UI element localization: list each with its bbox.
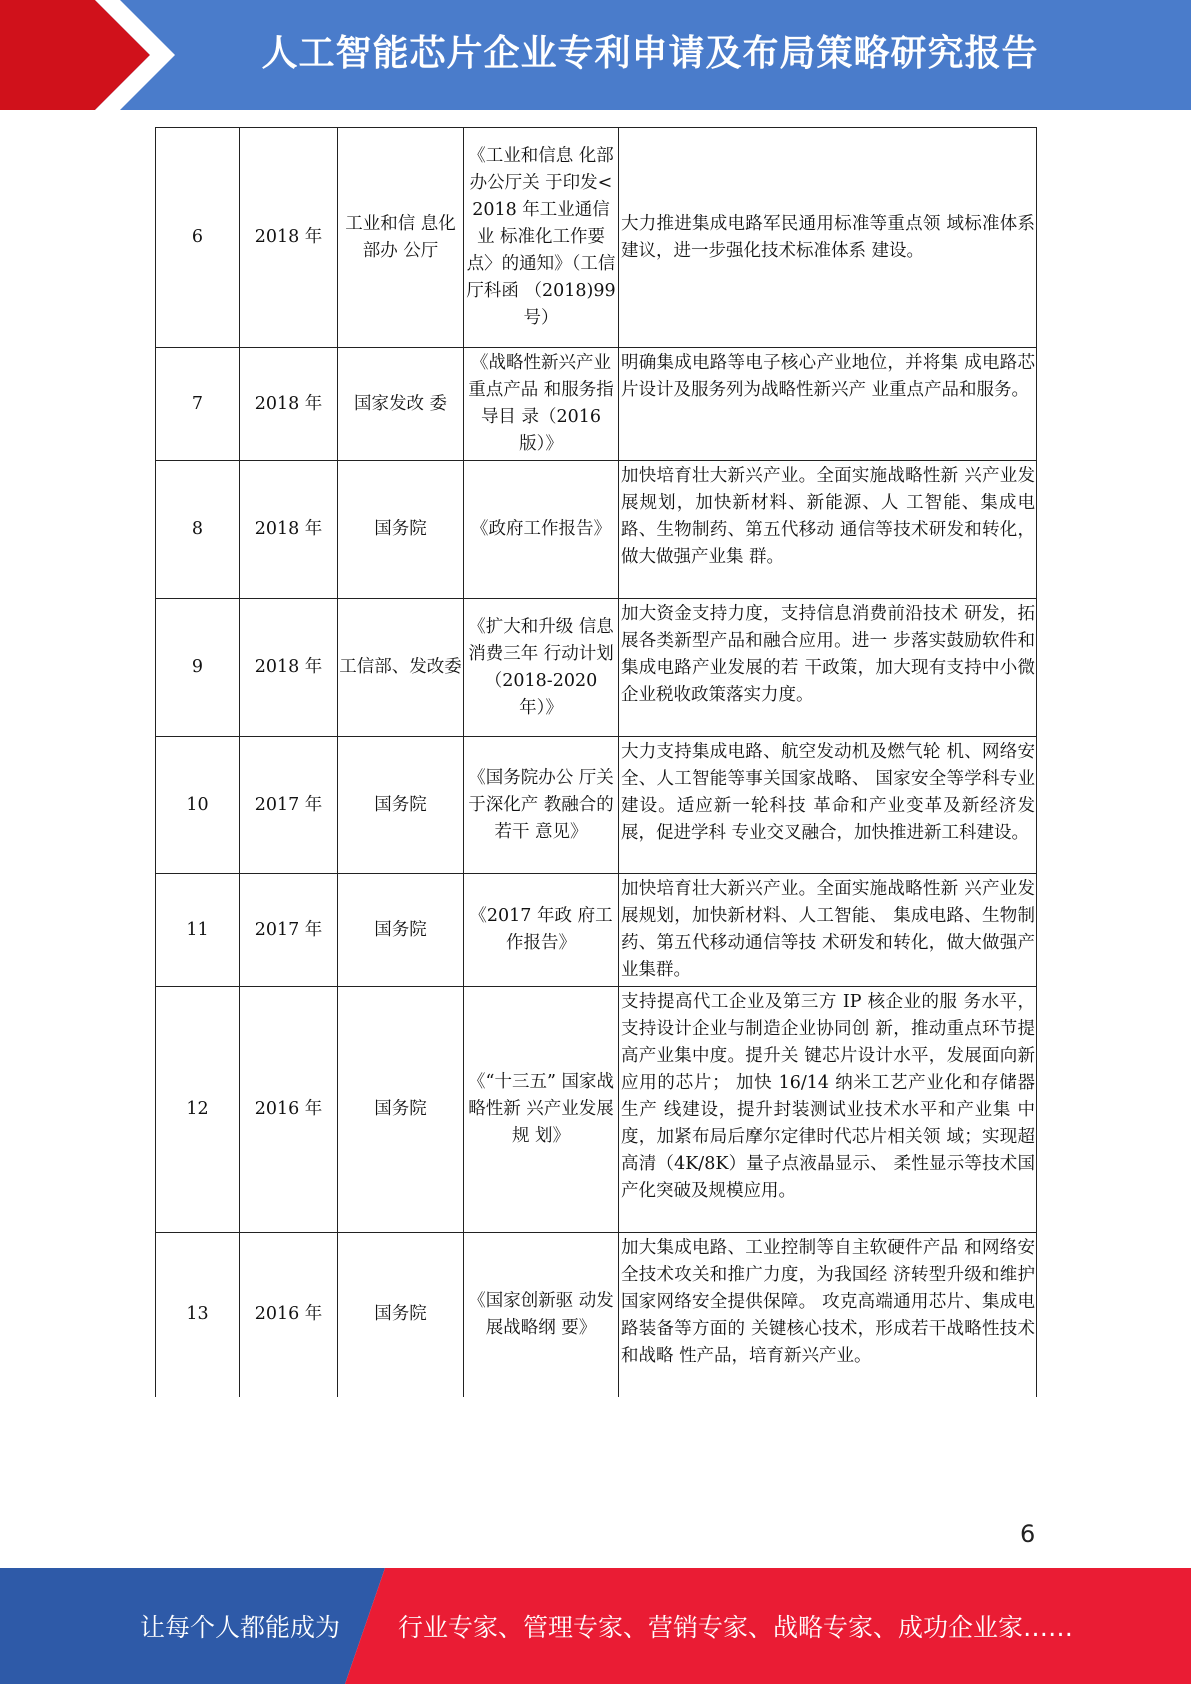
row-year: 2018 年	[240, 461, 338, 599]
row-year: 2017 年	[240, 874, 338, 987]
row-number: 10	[156, 737, 240, 874]
row-content: 加大集成电路、工业控制等自主软硬件产品 和网络安全技术攻关和推广力度，为我国经 济转型升级和维护国家网络安全提供保障。 攻克高端通用芯片、集成电路装备等方面的 关键核心技术，形成若干战略性技术和战略 性产品，培育新兴产业。	[619, 1233, 1037, 1397]
row-number: 7	[156, 348, 240, 461]
row-year: 2016 年	[240, 987, 338, 1233]
table-row	[156, 348, 1037, 461]
footer-slogan-right: 行业专家、管理专家、营销专家、战略专家、成功企业家……	[398, 1613, 1074, 1642]
row-document: 《2017 年政 府工作报告》	[464, 874, 619, 987]
row-year: 2018 年	[240, 348, 338, 461]
table-row	[156, 874, 1037, 987]
table-row	[156, 128, 1037, 348]
row-department: 工业和信 息化部办 公厅	[338, 128, 464, 348]
table-row	[156, 737, 1037, 874]
row-department: 国务院	[338, 874, 464, 987]
page-header	[0, 0, 1191, 110]
page-footer	[0, 1568, 1191, 1684]
row-year: 2017 年	[240, 737, 338, 874]
row-document: 《国务院办公 厅关于深化产 教融合的若干 意见》	[464, 737, 619, 874]
row-content: 大力推进集成电路军民通用标准等重点领 域标准体系建议，进一步强化技术标准体系 建设。	[619, 128, 1037, 348]
row-number: 13	[156, 1233, 240, 1397]
row-number: 6	[156, 128, 240, 348]
row-department: 国务院	[338, 987, 464, 1233]
table-row	[156, 987, 1037, 1233]
row-content: 大力支持集成电路、航空发动机及燃气轮 机、网络安全、人工智能等事关国家战略、 国家安全等学科专业建设。适应新一轮科技 革命和产业变革及新经济发展，促进学科 专业交叉融合，加快推进新工科建设。	[619, 737, 1037, 874]
report-title: 人工智能芯片企业专利申请及布局策略研究报告	[261, 33, 1039, 74]
table-row	[156, 599, 1037, 737]
row-document: 《政府工作报告》	[464, 461, 619, 599]
row-year: 2018 年	[240, 599, 338, 737]
row-document: 《工业和信息 化部办公厅关 于印发<2018 年工业通信业 标准化工作要 点〉的通知》（工信厅科函 （2018)99 号）	[464, 128, 619, 348]
row-year: 2018 年	[240, 128, 338, 348]
row-content: 加大资金支持力度，支持信息消费前沿技术 研发，拓展各类新型产品和融合应用。进一 步落实鼓励软件和集成电路产业发展的若 干政策，加大现有支持中小微企业税收政策落实力度。	[619, 599, 1037, 737]
row-document: 《战略性新兴产业重点产品 和服务指导目 录（2016 版）》	[464, 348, 619, 461]
row-content: 加快培育壮大新兴产业。全面实施战略性新 兴产业发展规划，加快新材料、人工智能、 集成电路、生物制药、第五代移动通信等技 术研发和转化，做大做强产业集群。	[619, 874, 1037, 987]
table-row	[156, 1233, 1037, 1397]
row-document: 《扩大和升级 信息消费三年 行动计划（2018-2020 年）》	[464, 599, 619, 737]
row-department: 国务院	[338, 1233, 464, 1397]
row-number: 8	[156, 461, 240, 599]
row-document: 《国家创新驱 动发展战略纲 要》	[464, 1233, 619, 1397]
policy-table	[155, 127, 1037, 1397]
table-row	[156, 461, 1037, 599]
row-content: 加快培育壮大新兴产业。全面实施战略性新 兴产业发展规划，加快新材料、新能源、人 工智能、集成电路、生物制药、第五代移动 通信等技术研发和转化，做大做强产业集 群。	[619, 461, 1037, 599]
row-number: 11	[156, 874, 240, 987]
row-department: 国家发改 委	[338, 348, 464, 461]
row-number: 9	[156, 599, 240, 737]
row-department: 国务院	[338, 737, 464, 874]
row-number: 12	[156, 987, 240, 1233]
row-document: 《“十三五” 国家战略性新 兴产业发展规 划》	[464, 987, 619, 1233]
row-content: 支持提高代工企业及第三方 IP 核企业的服 务水平，支持设计企业与制造企业协同创 新，推动重点环节提高产业集中度。提升关 键芯片设计水平，发展面向新应用的芯片； 加快 16/14 纳米工艺产业化和存储器生产 线建设，提升封装测试业技术水平和产业集 中度，加紧布局后摩尔定律时代芯片相关领 域；实现超高清（4K/8K）量子点液晶显示、 柔性显示等技术国产化突破及规模应用。	[619, 987, 1037, 1233]
row-department: 工信部、发改委	[338, 599, 464, 737]
row-content: 明确集成电路等电子核心产业地位，并将集 成电路芯片设计及服务列为战略性新兴产 业重点产品和服务。	[619, 348, 1037, 461]
row-department: 国务院	[338, 461, 464, 599]
row-year: 2016 年	[240, 1233, 338, 1397]
page-number: 6	[1020, 1520, 1036, 1548]
footer-slogan-left: 让每个人都能成为	[140, 1613, 341, 1642]
